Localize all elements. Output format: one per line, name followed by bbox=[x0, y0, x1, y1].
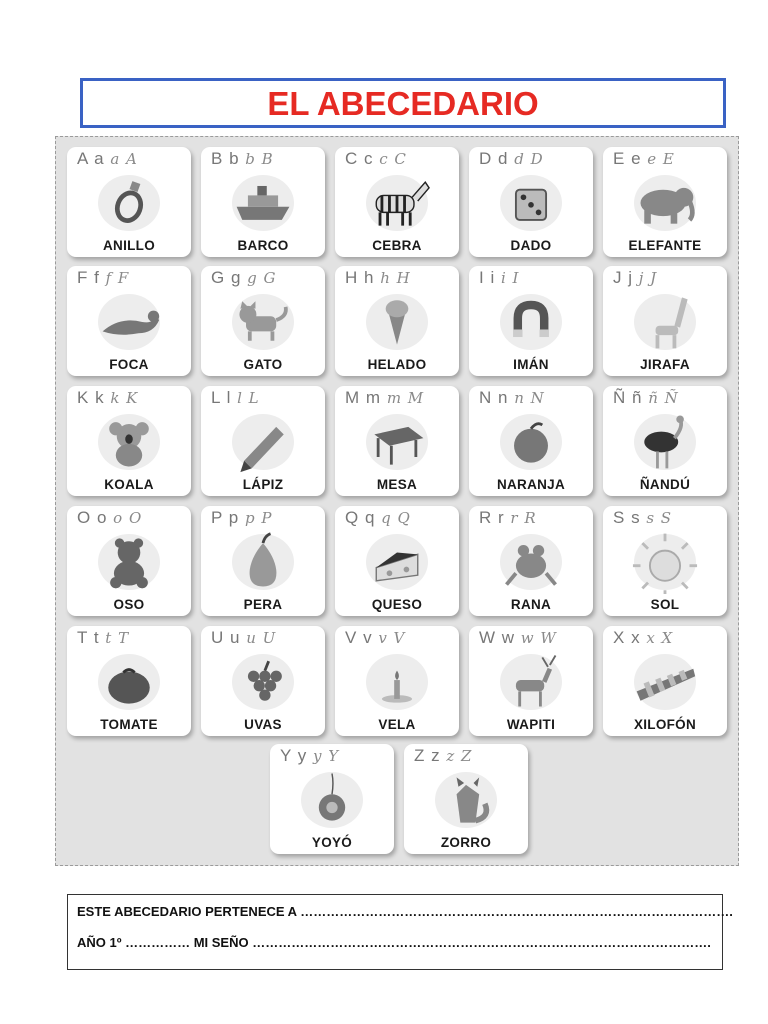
card-word: CEBRA bbox=[372, 238, 422, 253]
letter-lower: v bbox=[363, 628, 373, 647]
seal-icon bbox=[89, 288, 169, 354]
ostrich-icon bbox=[625, 408, 705, 474]
letter-card-zorro bbox=[404, 744, 528, 854]
letter-forms bbox=[211, 508, 319, 530]
card-word: BARCO bbox=[237, 238, 289, 253]
letter-lower: y bbox=[297, 746, 308, 765]
letter-card-koala bbox=[67, 386, 191, 496]
letter-lower: o bbox=[96, 508, 108, 527]
letter-upper: N bbox=[479, 388, 493, 407]
letter-lower: x bbox=[631, 628, 641, 647]
card-word: HELADO bbox=[367, 357, 427, 372]
candle-icon bbox=[357, 648, 437, 714]
letter-lower: s bbox=[631, 508, 641, 527]
card-word: UVAS bbox=[244, 717, 282, 732]
letter-cursive: c C bbox=[379, 150, 407, 168]
letter-cursive: u U bbox=[246, 629, 277, 647]
letter-forms bbox=[345, 268, 453, 290]
letter-cursive: n N bbox=[514, 389, 545, 407]
page-title: EL ABECEDARIO bbox=[267, 85, 539, 122]
letter-card-barco bbox=[201, 147, 325, 257]
letter-upper: V bbox=[345, 628, 358, 647]
letter-cursive: g G bbox=[247, 269, 277, 287]
letter-card-naranja bbox=[469, 386, 593, 496]
card-word: GATO bbox=[243, 357, 283, 372]
card-word: ZORRO bbox=[440, 835, 492, 850]
letter-card-rana bbox=[469, 506, 593, 616]
letter-card-jirafa bbox=[603, 266, 727, 376]
letter-cursive: z Z bbox=[446, 747, 473, 765]
letter-upper: R bbox=[479, 508, 493, 527]
cheese-icon bbox=[357, 528, 437, 594]
letter-upper: Y bbox=[280, 746, 293, 765]
orange-icon bbox=[491, 408, 571, 474]
letter-card-vela bbox=[335, 626, 459, 736]
letter-card-uvas bbox=[201, 626, 325, 736]
letter-upper: C bbox=[345, 149, 359, 168]
letter-upper: L bbox=[211, 388, 221, 407]
letter-cursive: i I bbox=[500, 269, 520, 287]
frog-icon bbox=[491, 528, 571, 594]
card-word: SOL bbox=[650, 597, 680, 612]
letter-upper: O bbox=[77, 508, 92, 527]
letter-card-helado bbox=[335, 266, 459, 376]
letter-lower: p bbox=[228, 508, 240, 527]
letter-upper: T bbox=[77, 628, 89, 647]
letter-cursive: o O bbox=[113, 509, 143, 527]
letter-upper: B bbox=[211, 149, 224, 168]
letter-forms bbox=[479, 149, 587, 171]
letter-cursive: x X bbox=[646, 629, 674, 647]
letter-lower: z bbox=[431, 746, 441, 765]
letter-card-elefante bbox=[603, 147, 727, 257]
letter-forms bbox=[479, 628, 587, 650]
letter-card-xilofón bbox=[603, 626, 727, 736]
card-word: IMÁN bbox=[513, 357, 549, 372]
letter-forms bbox=[345, 149, 453, 171]
card-word: LÁPIZ bbox=[242, 477, 284, 492]
letter-cursive: p P bbox=[244, 509, 273, 527]
letter-card-foca bbox=[67, 266, 191, 376]
card-word: YOYÓ bbox=[311, 835, 353, 850]
letter-cursive: w W bbox=[520, 629, 557, 647]
letter-lower: n bbox=[498, 388, 509, 407]
tomato-icon bbox=[89, 648, 169, 714]
letter-lower: l bbox=[226, 388, 232, 407]
yoyo-icon bbox=[292, 766, 372, 832]
letter-cursive: m M bbox=[386, 389, 425, 407]
ship-icon bbox=[223, 169, 303, 235]
letter-card-wapiti bbox=[469, 626, 593, 736]
letter-card-oso bbox=[67, 506, 191, 616]
letter-upper: Ñ bbox=[613, 388, 627, 407]
letter-forms bbox=[211, 628, 319, 650]
letter-upper: M bbox=[345, 388, 361, 407]
letter-card-queso bbox=[335, 506, 459, 616]
letter-card-cebra bbox=[335, 147, 459, 257]
owner-form bbox=[67, 894, 733, 970]
letter-upper: W bbox=[479, 628, 497, 647]
card-word: JIRAFA bbox=[640, 357, 690, 372]
letter-forms bbox=[345, 628, 453, 650]
letter-forms bbox=[77, 149, 185, 171]
card-word: DADO bbox=[510, 238, 552, 253]
letter-lower: q bbox=[364, 508, 376, 527]
letter-upper: A bbox=[77, 149, 89, 168]
elephant-icon bbox=[625, 169, 705, 235]
letter-upper: P bbox=[211, 508, 224, 527]
letter-upper: Z bbox=[414, 746, 426, 765]
deer-icon bbox=[491, 648, 571, 714]
letter-upper: U bbox=[211, 628, 225, 647]
letter-upper: I bbox=[479, 268, 485, 287]
card-word: ELEFANTE bbox=[628, 238, 702, 253]
card-word: TOMATE bbox=[100, 717, 158, 732]
card-word: OSO bbox=[113, 597, 145, 612]
letter-cursive: y Y bbox=[313, 747, 340, 765]
letter-forms bbox=[77, 628, 185, 650]
letter-forms bbox=[211, 149, 319, 171]
letter-upper: Q bbox=[345, 508, 360, 527]
letter-lower: w bbox=[501, 628, 516, 647]
letter-cursive: f F bbox=[105, 269, 130, 287]
magnet-icon bbox=[491, 288, 571, 354]
koala-icon bbox=[89, 408, 169, 474]
card-word: VELA bbox=[378, 717, 416, 732]
owner-line-name: ESTE ABECEDARIO PERTENECE A ………………………………………………………………………………………. bbox=[77, 904, 733, 919]
letter-upper: D bbox=[479, 149, 493, 168]
card-word: PERA bbox=[243, 597, 283, 612]
ice-cream-icon bbox=[357, 288, 437, 354]
bear-icon bbox=[89, 528, 169, 594]
letter-forms bbox=[77, 508, 185, 530]
letter-lower: u bbox=[230, 628, 241, 647]
letter-forms bbox=[345, 388, 453, 410]
letter-forms bbox=[414, 746, 522, 768]
card-word: FOCA bbox=[109, 357, 149, 372]
letter-lower: e bbox=[631, 149, 642, 168]
letter-lower: a bbox=[94, 149, 105, 168]
letter-card-sol bbox=[603, 506, 727, 616]
letter-forms bbox=[77, 268, 185, 290]
fox-icon bbox=[426, 766, 506, 832]
alphabet-panel bbox=[55, 136, 739, 866]
letter-card-yoyó bbox=[270, 744, 394, 854]
letter-cursive: e E bbox=[647, 150, 675, 168]
letter-card-pera bbox=[201, 506, 325, 616]
letter-card-ñandú bbox=[603, 386, 727, 496]
letter-lower: k bbox=[95, 388, 105, 407]
letter-card-mesa bbox=[335, 386, 459, 496]
letter-cursive: l L bbox=[237, 389, 260, 407]
letter-card-tomate bbox=[67, 626, 191, 736]
letter-cursive: a A bbox=[110, 150, 138, 168]
letter-upper: E bbox=[613, 149, 626, 168]
letter-cursive: t T bbox=[105, 629, 130, 647]
giraffe-icon bbox=[625, 288, 705, 354]
letter-forms bbox=[77, 388, 185, 410]
card-word: QUESO bbox=[371, 597, 423, 612]
letter-cursive: h H bbox=[380, 269, 411, 287]
owner-line-year-teacher: AÑO 1º …………… MI SEÑO ……………………………………………………………………………………………. bbox=[77, 935, 711, 950]
letter-forms bbox=[613, 268, 721, 290]
letter-forms bbox=[280, 746, 388, 768]
pencil-icon bbox=[223, 408, 303, 474]
letter-lower: j bbox=[628, 268, 634, 287]
letter-forms bbox=[613, 508, 721, 530]
sun-icon bbox=[625, 528, 705, 594]
letter-forms bbox=[613, 388, 721, 410]
cat-icon bbox=[223, 288, 303, 354]
letter-card-lápiz bbox=[201, 386, 325, 496]
letter-card-gato bbox=[201, 266, 325, 376]
letter-lower: r bbox=[498, 508, 505, 527]
grapes-icon bbox=[223, 648, 303, 714]
card-word: RANA bbox=[510, 597, 552, 612]
letter-upper: H bbox=[345, 268, 359, 287]
letter-cursive: q Q bbox=[381, 509, 411, 527]
card-word: XILOFÓN bbox=[633, 717, 697, 732]
letter-forms bbox=[479, 508, 587, 530]
letter-forms bbox=[211, 388, 319, 410]
letter-lower: m bbox=[365, 388, 382, 407]
letter-card-dado bbox=[469, 147, 593, 257]
letter-forms bbox=[479, 388, 587, 410]
card-word: MESA bbox=[376, 477, 418, 492]
letter-lower: h bbox=[364, 268, 375, 287]
ring-icon bbox=[89, 169, 169, 235]
letter-lower: d bbox=[498, 149, 509, 168]
card-word: NARANJA bbox=[496, 477, 566, 492]
letter-lower: c bbox=[364, 149, 374, 168]
letter-upper: S bbox=[613, 508, 626, 527]
letter-card-imán bbox=[469, 266, 593, 376]
letter-cursive: s S bbox=[646, 509, 673, 527]
letter-lower: g bbox=[230, 268, 242, 287]
title-banner bbox=[80, 78, 726, 128]
dice-icon bbox=[491, 169, 571, 235]
letter-cursive: v V bbox=[378, 629, 406, 647]
letter-forms bbox=[345, 508, 453, 530]
letter-upper: G bbox=[211, 268, 226, 287]
zebra-icon bbox=[357, 169, 437, 235]
card-word: ANILLO bbox=[102, 238, 156, 253]
letter-cursive: ñ Ñ bbox=[648, 389, 679, 407]
letter-forms bbox=[211, 268, 319, 290]
letter-forms bbox=[613, 149, 721, 171]
xylophone-icon bbox=[625, 648, 705, 714]
letter-upper: J bbox=[613, 268, 623, 287]
card-word: KOALA bbox=[104, 477, 154, 492]
letter-lower: t bbox=[93, 628, 100, 647]
letter-cursive: d D bbox=[514, 150, 544, 168]
card-word: WAPITI bbox=[506, 717, 556, 732]
letter-cursive: r R bbox=[510, 509, 537, 527]
letter-card-anillo bbox=[67, 147, 191, 257]
letter-forms bbox=[613, 628, 721, 650]
letter-forms bbox=[479, 268, 587, 290]
letter-upper: X bbox=[613, 628, 626, 647]
letter-lower: b bbox=[229, 149, 240, 168]
letter-upper: K bbox=[77, 388, 90, 407]
table-icon bbox=[357, 408, 437, 474]
letter-cursive: b B bbox=[245, 150, 274, 168]
letter-cursive: j J bbox=[638, 269, 658, 287]
letter-lower: i bbox=[490, 268, 496, 287]
card-word: ÑANDÚ bbox=[639, 477, 691, 492]
letter-cursive: k K bbox=[110, 389, 139, 407]
letter-lower: f bbox=[94, 268, 100, 287]
letter-upper: F bbox=[77, 268, 89, 287]
pear-icon bbox=[223, 528, 303, 594]
letter-lower: ñ bbox=[632, 388, 643, 407]
